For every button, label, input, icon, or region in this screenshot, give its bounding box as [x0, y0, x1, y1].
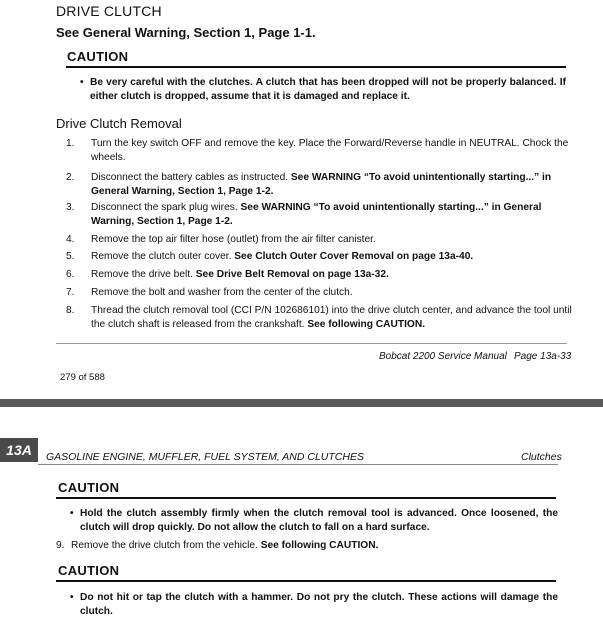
caution-bullet-3 — [70, 591, 558, 621]
section-title: Drive Clutch Removal — [56, 116, 182, 131]
step-plain: Remove the top air filter hose (outlet) from the air filter canister. — [91, 234, 376, 245]
step-plain: Disconnect the battery cables as instructed. — [91, 172, 291, 183]
step-5 — [66, 250, 576, 264]
caution-text-3: Do not hit or tap the clutch with a hammer. Do not pry the clutch. These actions will damage the clutch. — [80, 592, 558, 617]
caution-text: Be very careful with the clutches. A clutch that has been dropped will not be properly balanced. If either clutch is dropped, assume that it is damaged and replace it. — [90, 77, 566, 102]
section-header: GASOLINE ENGINE, MUFFLER, FUEL SYSTEM, AND CLUTCHES — [46, 451, 364, 463]
bullet-glyph: • — [70, 592, 74, 603]
step-4 — [66, 233, 576, 247]
step-3 — [66, 201, 576, 229]
step-8 — [66, 304, 576, 332]
step-number: 7. — [66, 287, 75, 298]
section-header-right: Clutches — [521, 451, 562, 463]
caution-rule — [66, 66, 566, 68]
step-number: 4. — [66, 234, 75, 245]
caution-title: CAUTION — [67, 49, 129, 64]
caution-title-2: CAUTION — [58, 480, 120, 495]
bullet-glyph: • — [70, 508, 74, 519]
page-heading: DRIVE CLUTCH — [56, 3, 162, 19]
step-number: 3. — [66, 202, 75, 213]
footer-page: Page 13a-33 — [514, 351, 572, 362]
step-text — [91, 137, 576, 165]
step-text — [71, 539, 556, 553]
caution-bullet-2 — [70, 507, 558, 537]
step-number: 8. — [66, 305, 75, 316]
step-number: 2. — [66, 172, 75, 183]
header-rule — [38, 464, 558, 465]
general-warning-ref: See General Warning, Section 1, Page 1-1. — [56, 25, 316, 40]
step-plain: Remove the clutch outer cover. — [91, 251, 235, 262]
footer-rule — [56, 343, 567, 344]
step-number: 5. — [66, 251, 75, 262]
footer-manual: Bobcat 2200 Service Manual — [379, 351, 507, 362]
step-bold: See Clutch Outer Cover Removal on page 13a-40. — [234, 251, 474, 262]
page-count: 279 of 588 — [60, 372, 105, 383]
step-bold: See following CAUTION. — [260, 540, 379, 551]
step-plain: Turn the key switch OFF and remove the key. Place the Forward/Reverse handle in NEUTRAL. Chock the wheels. — [91, 138, 569, 163]
step-6 — [66, 268, 576, 282]
step-number: 9. — [56, 540, 65, 551]
step-text — [91, 201, 576, 229]
step-9 — [56, 539, 576, 553]
caution-rule-2 — [56, 497, 556, 499]
caution-text-2: Hold the clutch assembly firmly when the clutch removal tool is advanced. Once loosened, the clutch will drop quickly. Do not allow the clutch to fall on a hard surface. — [80, 508, 558, 533]
step-text — [91, 268, 576, 282]
step-1 — [66, 137, 576, 165]
step-2 — [66, 171, 576, 199]
bullet-glyph: • — [80, 77, 84, 88]
step-plain: Remove the bolt and washer from the center of the clutch. — [91, 287, 353, 298]
step-bold: See following CAUTION. — [307, 319, 426, 330]
caution-rule-3 — [56, 580, 556, 582]
caution-title-3: CAUTION — [58, 563, 120, 578]
step-bold: See WARNING “To avoid unintentionally starting...” in General Warning, Section 1, Page 1-2. — [91, 202, 542, 227]
step-7 — [66, 286, 576, 300]
step-text — [91, 286, 576, 300]
step-number: 1. — [66, 138, 75, 149]
step-bold: See WARNING “To avoid unintentionally starting...” in General Warning, Section 1, Page 1-2. — [91, 172, 552, 197]
step-plain: Disconnect the spark plug wires. — [91, 202, 241, 213]
step-bold: See Drive Belt Removal on page 13a-32. — [195, 269, 389, 280]
step-plain: Remove the drive clutch from the vehicle. — [71, 540, 261, 551]
step-number: 6. — [66, 269, 75, 280]
step-plain: Thread the clutch removal tool (CCI P/N 102686101) into the drive clutch center, and advance the tool until the clutch shaft is released from the crankshaft. — [91, 305, 572, 330]
step-plain: Remove the drive belt. — [91, 269, 196, 280]
caution-bullet — [80, 76, 566, 106]
step-text — [91, 304, 576, 332]
step-text — [91, 171, 576, 199]
page-separator — [0, 399, 603, 407]
section-tab: 13A — [0, 438, 38, 462]
step-text — [91, 233, 576, 247]
step-text — [91, 250, 576, 264]
